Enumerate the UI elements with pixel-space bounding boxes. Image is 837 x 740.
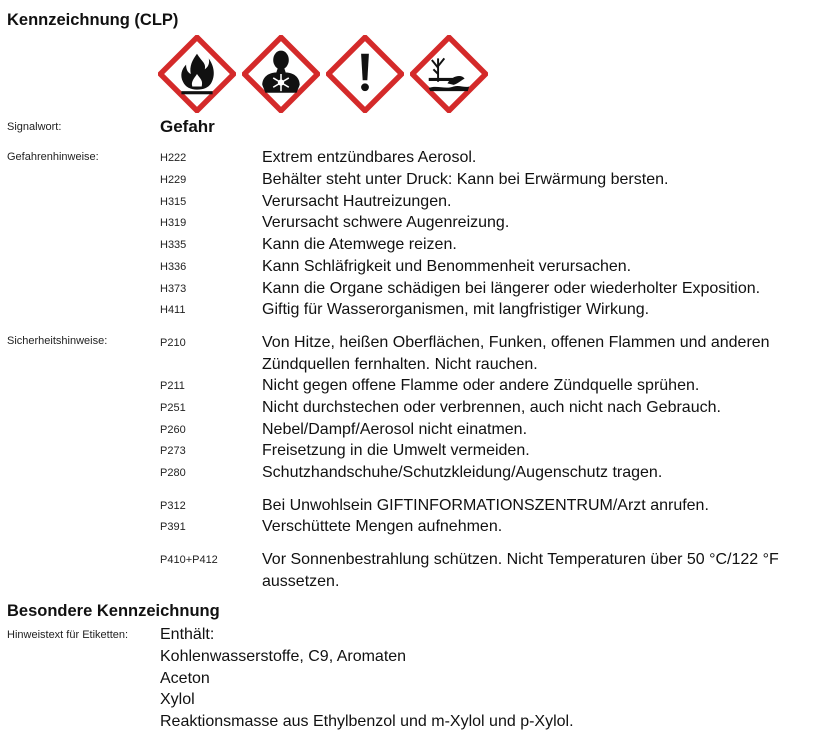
- precaution-code: P312: [160, 500, 186, 512]
- hazard-text: Behälter steht unter Druck: Kann bei Erwärmung bersten.: [262, 171, 669, 188]
- precaution-text: Nicht gegen offene Flamme oder andere Zündquelle sprühen.: [262, 377, 700, 394]
- hazard-code: H411: [160, 304, 186, 316]
- precaution-code: P273: [160, 445, 186, 457]
- hazard-code: H229: [160, 174, 187, 186]
- precaution-code: P210: [160, 337, 186, 349]
- precaution-text: Von Hitze, heißen Oberflächen, Funken, offenen Flammen und anderen: [262, 334, 770, 351]
- precaution-text: Vor Sonnenbestrahlung schützen. Nicht Temperaturen über 50 °C/122 °F: [262, 551, 779, 568]
- precaution-code: P391: [160, 521, 186, 533]
- hazard-code: H319: [160, 217, 187, 229]
- hazard-label: Gefahrenhinweise:: [7, 151, 99, 163]
- hazard-code: H222: [160, 152, 187, 164]
- precaution-text: Nebel/Dampf/Aerosol nicht einatmen.: [262, 421, 528, 438]
- precaution-text: Freisetzung in die Umwelt vermeiden.: [262, 442, 530, 459]
- environment-icon: [410, 35, 488, 113]
- hazard-code: H336: [160, 261, 187, 273]
- precaution-text-continued: Zündquellen fernhalten. Nicht rauchen.: [262, 356, 538, 373]
- precaution-text: Verschüttete Mengen aufnehmen.: [262, 518, 503, 535]
- hazard-text: Kann die Organe schädigen bei längerer oder wiederholter Exposition.: [262, 280, 761, 297]
- hazard-text: Giftig für Wasserorganismen, mit langfristiger Wirkung.: [262, 301, 650, 318]
- exclamation-mark-icon: [326, 35, 404, 113]
- precaution-text: Schutzhandschuhe/Schutzkleidung/Augenschutz tragen.: [262, 464, 663, 481]
- precaution-code: P410+P412: [160, 554, 218, 566]
- precaution-code: P211: [160, 380, 185, 392]
- hazard-text: Kann die Atemwege reizen.: [262, 236, 457, 253]
- precaution-text: Nicht durchstechen oder verbrennen, auch nicht nach Gebrauch.: [262, 399, 721, 416]
- signal-word: Gefahr: [160, 117, 215, 136]
- hazard-code: H335: [160, 239, 187, 251]
- hazard-text: Extrem entzündbares Aerosol.: [262, 149, 477, 166]
- special-line: Enthält:: [160, 626, 215, 643]
- special-label: Hinweistext für Etiketten:: [7, 629, 129, 641]
- signal-word-label: Signalwort:: [7, 121, 62, 133]
- hazard-code: H315: [160, 196, 187, 208]
- special-title: Besondere Kennzeichnung: [7, 602, 220, 620]
- precaution-code: P280: [160, 467, 186, 479]
- hazard-text: Verursacht schwere Augenreizung.: [262, 214, 510, 231]
- health-hazard-icon: [242, 35, 320, 113]
- hazard-text: Kann Schläfrigkeit und Benommenheit verursachen.: [262, 258, 632, 275]
- precaution-label: Sicherheitshinweise:: [7, 335, 108, 347]
- special-line: Reaktionsmasse aus Ethylbenzol und m-Xylol und p-Xylol.: [160, 713, 574, 730]
- special-line: Aceton: [160, 670, 210, 687]
- precaution-code: P260: [160, 424, 186, 436]
- section-title: Kennzeichnung (CLP): [7, 11, 179, 29]
- hazard-text: Verursacht Hautreizungen.: [262, 193, 452, 210]
- hazard-code: H373: [160, 283, 187, 295]
- special-line: Xylol: [160, 691, 195, 708]
- precaution-text: Bei Unwohlsein GIFTINFORMATIONSZENTRUM/Arzt anrufen.: [262, 497, 709, 514]
- special-line: Kohlenwasserstoffe, C9, Aromaten: [160, 648, 407, 665]
- precaution-text-continued: aussetzen.: [262, 573, 340, 590]
- precaution-code: P251: [160, 402, 186, 414]
- flame-icon: [158, 35, 236, 113]
